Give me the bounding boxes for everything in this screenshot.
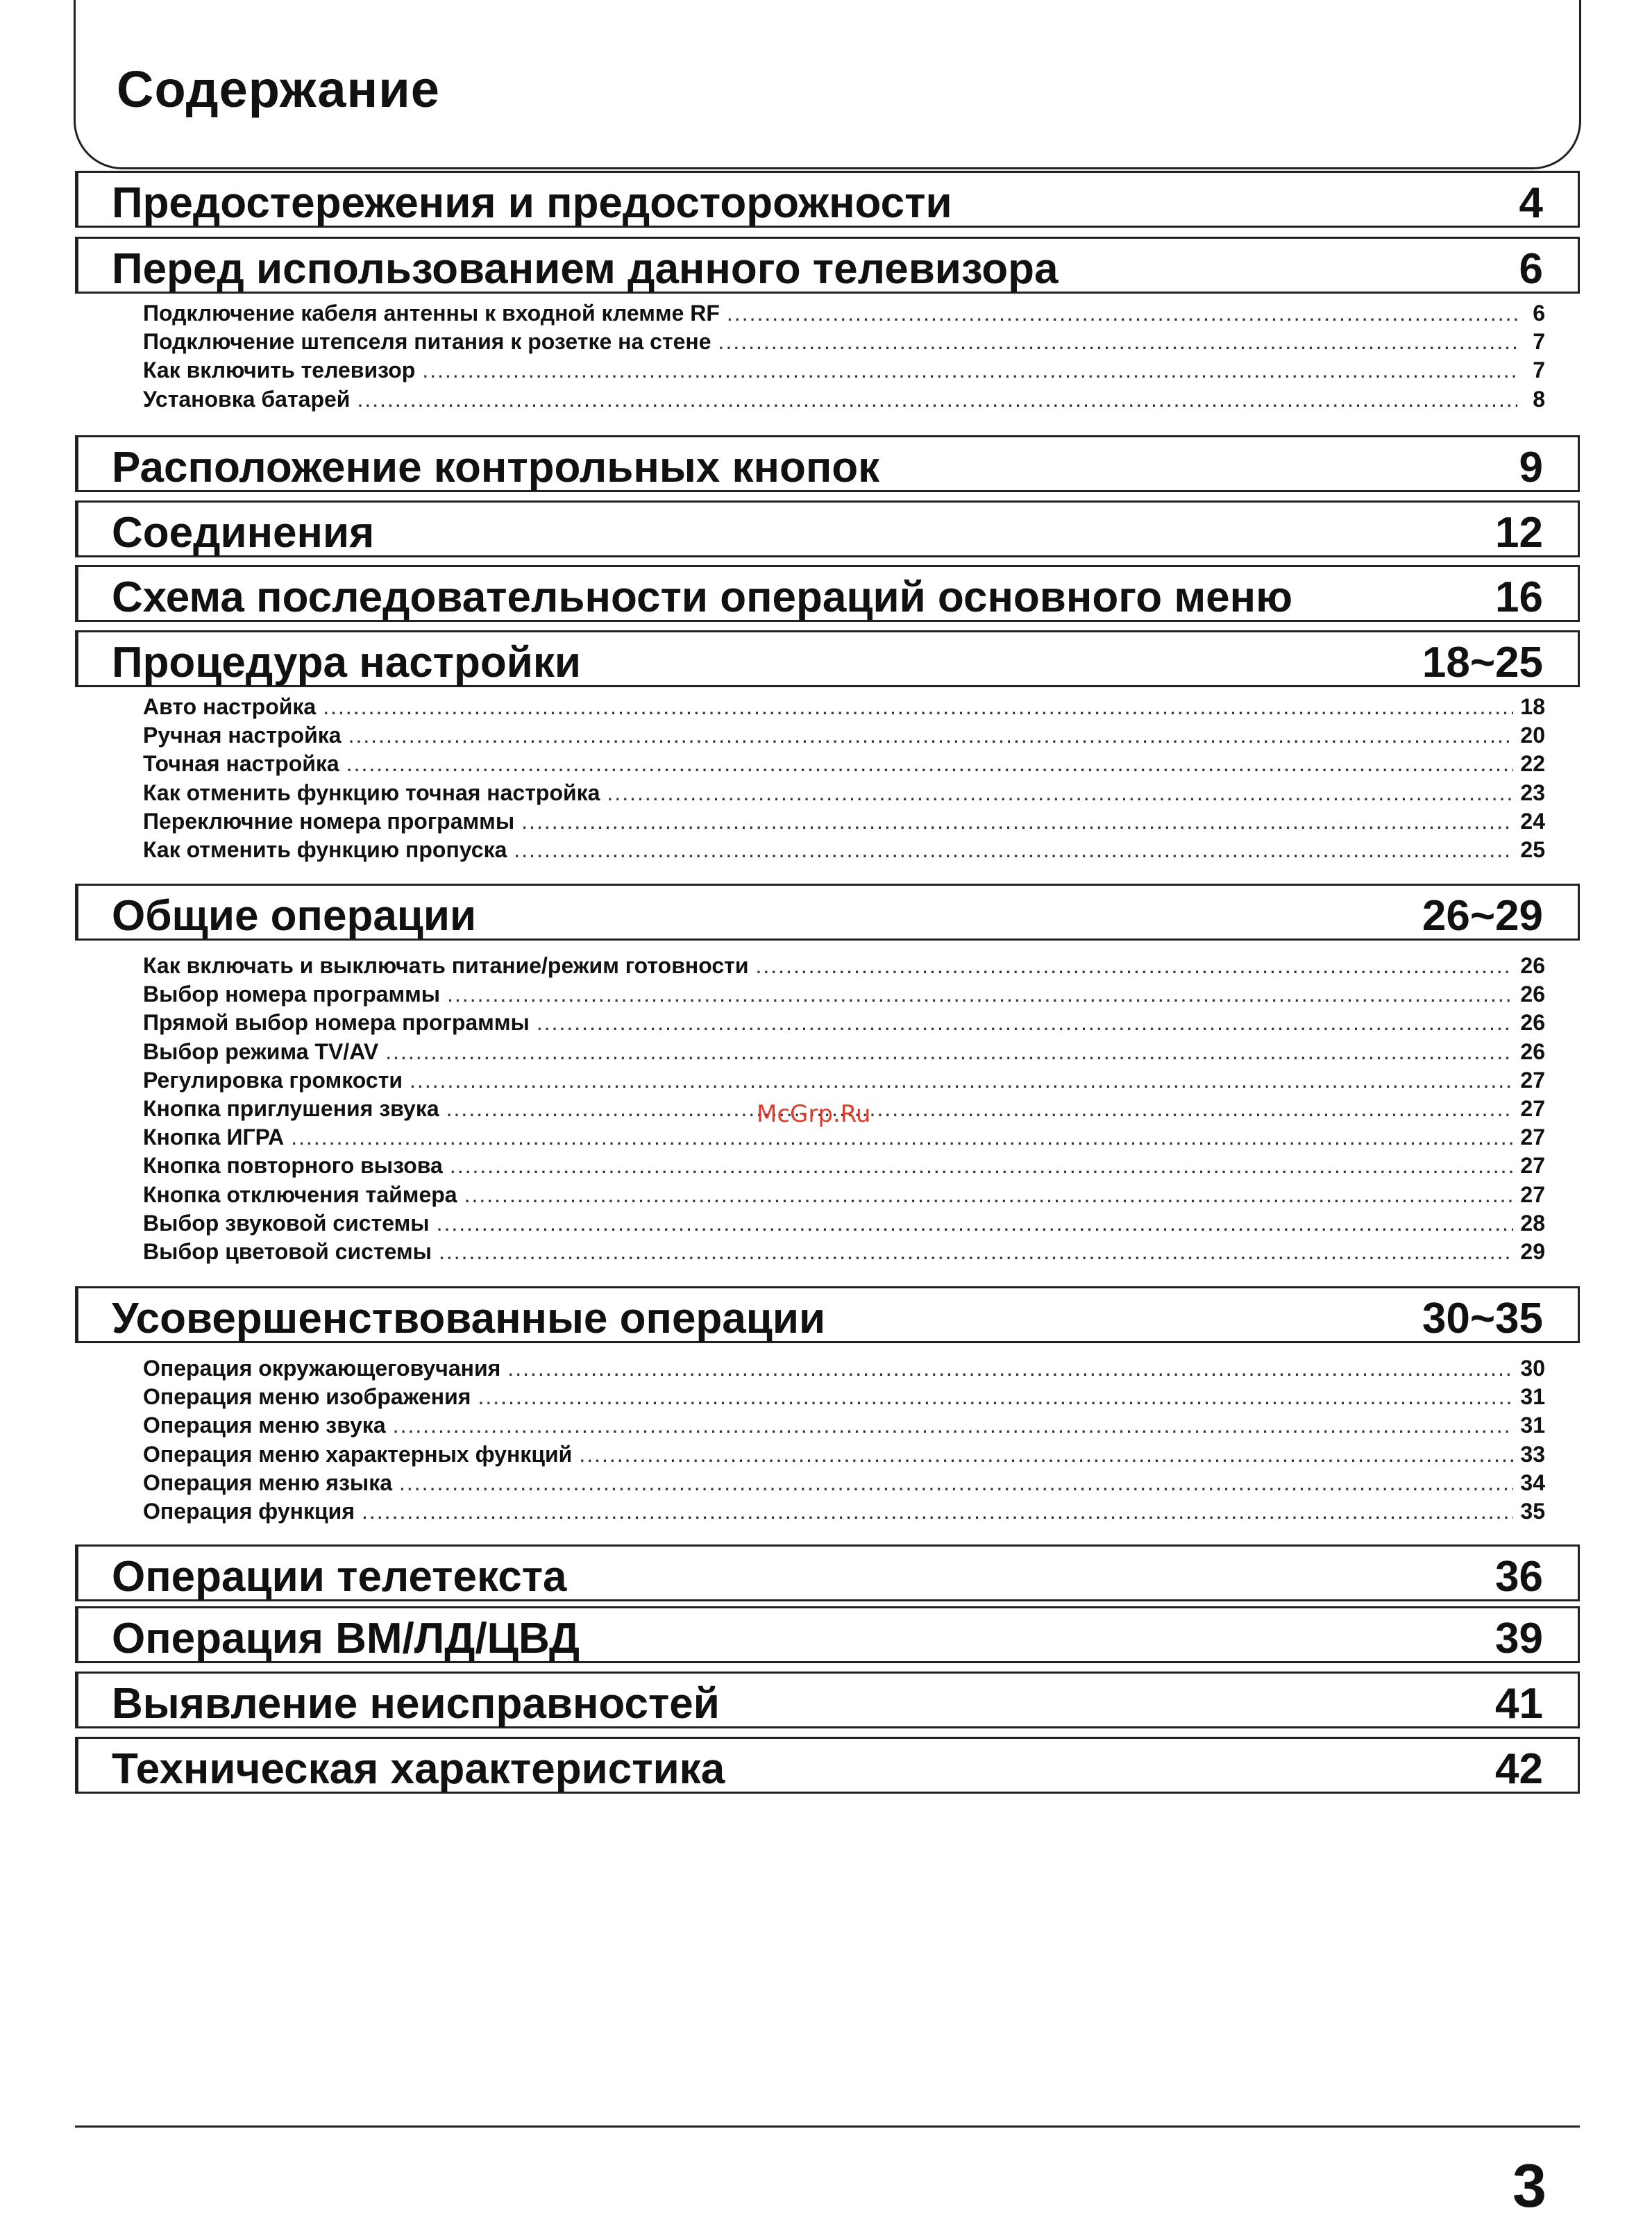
toc-item-page: 24 <box>1520 808 1545 834</box>
dot-leader <box>399 1470 1513 1496</box>
toc-item-label: Регулировка громкости <box>143 1067 403 1093</box>
dot-leader <box>727 301 1517 326</box>
toc-item-page: 30 <box>1520 1356 1545 1381</box>
dot-leader <box>357 387 1517 412</box>
toc-item[interactable] <box>143 751 1545 780</box>
toc-item-label: Подключение штепселя питания к розетке на стене <box>143 329 711 355</box>
toc-item-label: Выбор цветовой системы <box>143 1238 432 1264</box>
toc-item-label: Авто настройка <box>143 694 317 719</box>
toc-item-page: 7 <box>1533 357 1545 383</box>
toc-item-page: 25 <box>1520 836 1545 862</box>
toc-item-label: Выбор звуковой системы <box>143 1210 430 1236</box>
dot-leader <box>348 723 1514 748</box>
toc-section-troubleshooting[interactable] <box>75 1672 1580 1728</box>
toc-item-label: Точная настройка <box>143 751 339 777</box>
toc-item-page: 35 <box>1520 1498 1545 1524</box>
dot-leader <box>385 1039 1513 1065</box>
dot-leader <box>410 1068 1513 1093</box>
toc-item-page: 26 <box>1520 982 1545 1007</box>
toc-item[interactable] <box>143 1356 1545 1384</box>
toc-section-advanced[interactable] <box>75 1286 1580 1343</box>
toc-item-page: 18 <box>1520 694 1545 719</box>
toc-item-page: 29 <box>1520 1238 1545 1264</box>
toc-section-connections[interactable] <box>75 500 1580 557</box>
toc-item[interactable] <box>143 1239 1545 1268</box>
toc-item-label: Выбор режима TV/AV <box>143 1038 379 1064</box>
section-title: Перед использованием данного телевизора <box>112 245 1059 293</box>
footer-divider <box>75 2125 1580 2128</box>
dot-leader <box>537 1010 1514 1036</box>
dot-leader <box>521 809 1513 834</box>
dot-leader <box>507 1356 1513 1381</box>
toc-item-label: Операция функция <box>143 1498 355 1524</box>
section-page: 16 <box>1495 573 1543 621</box>
section-page: 6 <box>1519 245 1543 293</box>
toc-item[interactable] <box>143 1125 1545 1153</box>
dot-leader <box>393 1413 1514 1438</box>
toc-item[interactable] <box>143 1470 1545 1499</box>
dot-leader <box>422 357 1517 383</box>
dot-leader <box>450 1153 1514 1179</box>
toc-item-page: 27 <box>1520 1153 1545 1179</box>
toc-item[interactable] <box>143 837 1545 866</box>
toc-item-label: Операция меню звука <box>143 1413 386 1438</box>
toc-item-label: Как отменить функцию пропуска <box>143 836 507 862</box>
dot-leader <box>607 780 1513 806</box>
toc-item[interactable] <box>143 982 1545 1010</box>
toc-item-label: Прямой выбор номера программы <box>143 1010 530 1036</box>
section-title: Процедура настройки <box>112 639 582 687</box>
section-title: Предостережения и предосторожности <box>112 179 952 227</box>
toc-section-controls[interactable] <box>75 435 1580 492</box>
toc-item[interactable] <box>143 1413 1545 1441</box>
section-page: 12 <box>1495 509 1543 557</box>
dot-leader <box>437 1211 1514 1236</box>
toc-item[interactable] <box>143 1182 1545 1211</box>
toc-item[interactable] <box>143 387 1545 415</box>
dot-leader <box>447 982 1513 1007</box>
dot-leader <box>291 1125 1513 1150</box>
toc-item-page: 34 <box>1520 1470 1545 1495</box>
toc-sublist-tuning <box>143 694 1545 866</box>
toc-section-vcr[interactable] <box>75 1606 1580 1663</box>
toc-item[interactable] <box>143 694 1545 723</box>
dot-leader <box>464 1182 1514 1208</box>
toc-section-general[interactable] <box>75 884 1580 941</box>
toc-section-teletext[interactable] <box>75 1544 1580 1601</box>
toc-item-page: 26 <box>1520 953 1545 978</box>
toc-item-label: Операция окружающеговучания <box>143 1356 501 1381</box>
section-page: 9 <box>1519 444 1543 491</box>
toc-item[interactable] <box>143 329 1545 357</box>
toc-item[interactable] <box>143 780 1545 809</box>
section-page: 36 <box>1495 1553 1543 1601</box>
section-page: 30~35 <box>1422 1295 1543 1342</box>
toc-item[interactable] <box>143 1010 1545 1038</box>
toc-item-label: Выбор номера программы <box>143 982 441 1007</box>
toc-item-page: 26 <box>1520 1010 1545 1036</box>
toc-item-page: 27 <box>1520 1067 1545 1093</box>
dot-leader <box>439 1239 1513 1265</box>
toc-item-page: 26 <box>1520 1038 1545 1064</box>
section-title: Общие операции <box>112 892 477 940</box>
toc-item[interactable] <box>143 1068 1545 1096</box>
toc-item[interactable] <box>143 1211 1545 1239</box>
page-number: 3 <box>1512 2151 1546 2220</box>
dot-leader <box>362 1499 1513 1524</box>
section-page: 4 <box>1519 179 1543 227</box>
section-title: Соединения <box>112 509 375 557</box>
toc-item-label: Установка батарей <box>143 386 351 412</box>
toc-item-label: Как включать и выключать питание/режим готовности <box>143 953 749 978</box>
dot-leader <box>718 329 1517 355</box>
section-page: 39 <box>1495 1615 1543 1662</box>
toc-item-label: Как включить телевизор <box>143 357 416 383</box>
dot-leader <box>579 1442 1513 1467</box>
toc-item[interactable] <box>143 953 1545 982</box>
section-page: 18~25 <box>1422 639 1543 687</box>
toc-item[interactable] <box>143 1384 1545 1413</box>
toc-item-page: 31 <box>1520 1384 1545 1410</box>
toc-item[interactable] <box>143 1442 1545 1470</box>
section-title: Операция ВМ/ЛД/ЦВД <box>112 1615 580 1662</box>
dot-leader <box>446 1096 1514 1122</box>
section-page: 26~29 <box>1422 892 1543 940</box>
toc-section-precautions[interactable] <box>75 171 1580 228</box>
dot-leader <box>478 1384 1513 1410</box>
toc-item[interactable] <box>143 1153 1545 1181</box>
section-title: Усовершенствованные операции <box>112 1295 826 1342</box>
section-page: 42 <box>1495 1745 1543 1793</box>
dot-leader <box>514 837 1513 863</box>
toc-item-page: 33 <box>1520 1441 1545 1467</box>
toc-item-label: Ручная настройка <box>143 723 342 748</box>
toc-item[interactable] <box>143 357 1545 386</box>
toc-item[interactable] <box>143 301 1545 329</box>
toc-item-label: Как отменить функцию точная настройка <box>143 780 600 805</box>
section-title: Схема последовательности операций основного меню <box>112 573 1293 621</box>
toc-section-menu-flow[interactable] <box>75 565 1580 622</box>
toc-item-page: 23 <box>1520 780 1545 805</box>
toc-item-page: 8 <box>1533 386 1545 412</box>
toc-item-label: Операция меню изображения <box>143 1384 471 1410</box>
toc-item[interactable] <box>143 1039 1545 1068</box>
section-title: Операции телетекста <box>112 1553 567 1601</box>
toc-item-label: Переключние номера программы <box>143 808 515 834</box>
toc-item[interactable] <box>143 809 1545 837</box>
section-title: Расположение контрольных кнопок <box>112 444 880 491</box>
toc-item-page: 20 <box>1520 723 1545 748</box>
toc-item-page: 7 <box>1533 329 1545 355</box>
toc-item-label: Операция меню характерных функций <box>143 1441 573 1467</box>
toc-item-label: Кнопка отключения таймера <box>143 1181 457 1207</box>
watermark: McGrp.Ru <box>757 1100 871 1128</box>
toc-item-page: 27 <box>1520 1125 1545 1150</box>
section-title: Выявление неисправностей <box>112 1680 720 1728</box>
toc-item-label: Подключение кабеля антенны к входной клемме RF <box>143 301 720 326</box>
toc-sublist-advanced <box>143 1356 1545 1527</box>
toc-section-tuning[interactable] <box>75 630 1580 687</box>
dot-leader <box>346 751 1514 777</box>
toc-item-label: Кнопка приглушения звука <box>143 1095 439 1121</box>
toc-item-page: 31 <box>1520 1413 1545 1438</box>
toc-item[interactable] <box>143 723 1545 751</box>
toc-section-before-use[interactable] <box>75 237 1580 294</box>
toc-item[interactable] <box>143 1499 1545 1527</box>
dot-leader <box>755 953 1513 979</box>
toc-item-label: Операция меню языка <box>143 1470 392 1495</box>
toc-item-page: 27 <box>1520 1181 1545 1207</box>
toc-section-specs[interactable] <box>75 1737 1580 1794</box>
toc-item-page: 27 <box>1520 1095 1545 1121</box>
dot-leader <box>323 694 1513 720</box>
section-title: Техническая характеристика <box>112 1745 725 1793</box>
toc-item-page: 22 <box>1520 751 1545 777</box>
toc-item-label: Кнопка ИГРА <box>143 1125 285 1150</box>
toc-sublist-before-use <box>143 301 1545 415</box>
toc-item-page: 28 <box>1520 1210 1545 1236</box>
page-title: Содержание <box>117 60 440 118</box>
section-page: 41 <box>1495 1680 1543 1728</box>
toc-item-page: 6 <box>1533 301 1545 326</box>
toc-item-label: Кнопка повторного вызова <box>143 1153 443 1179</box>
